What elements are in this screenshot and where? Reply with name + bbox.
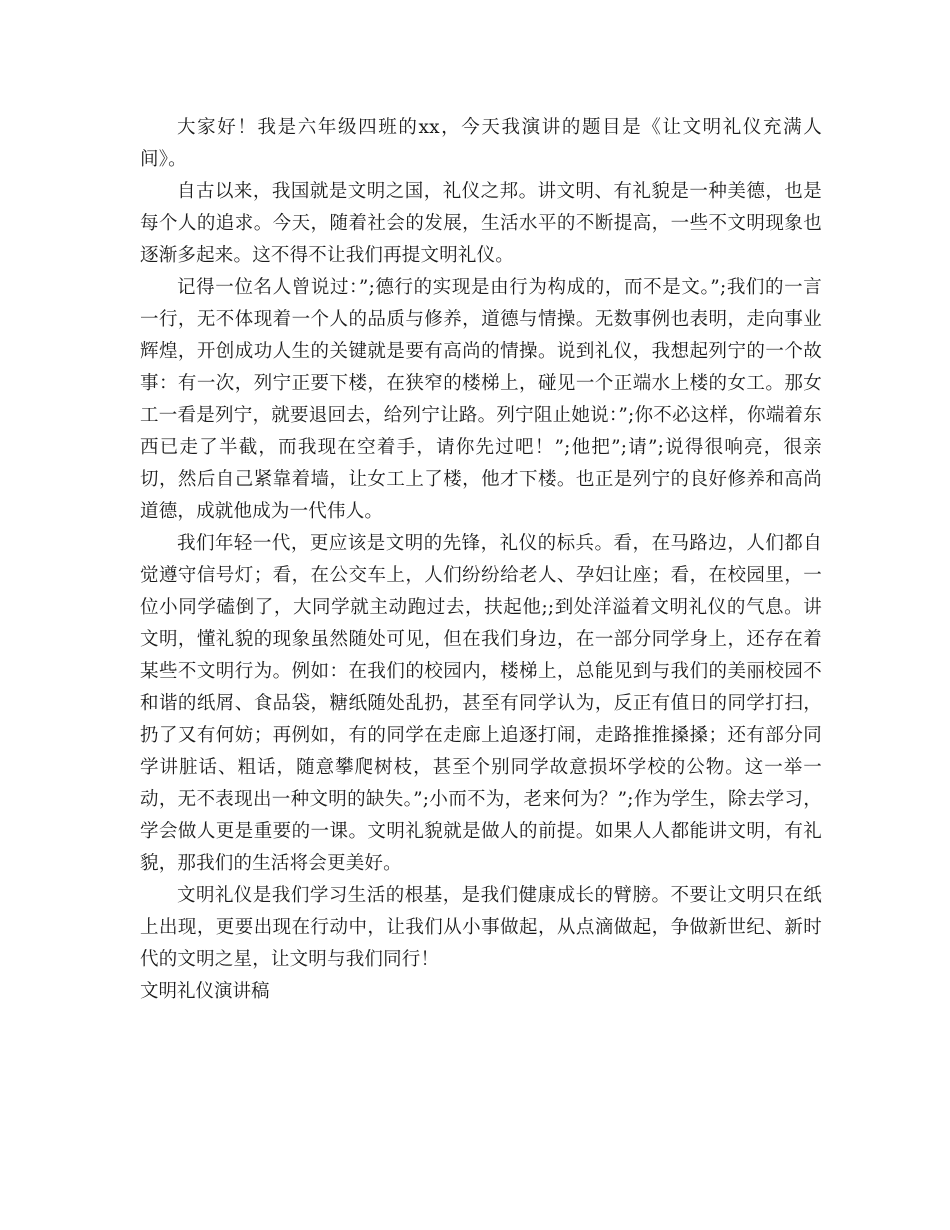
paragraph-greeting: 大家好！我是六年级四班的xx，今天我演讲的题目是《让文明礼仪充满人间》。 — [140, 117, 822, 170]
paragraph-young-generation: 我们年轻一代，更应该是文明的先锋，礼仪的标兵。看，在马路边，人们都自觉遵守信号灯；看，在公交车上，人们纷纷给老人、孕妇让座；看，在校园里，一位小同学磕倒了，大同学就主动跑过去，扶起他;;到处洋溢着文明礼仪的气息。讲文明，懂礼貌的现象虽然随处可见，但在我们身边，在一部分同学身上，还存在着某些不文明行为。例如：在我们的校园内，楼梯上，总能见到与我们的美丽校园不和谐的纸屑、食品袋，糖纸随处乱扔，甚至有同学认为，反正有值日的同学打扫，扔了又有何妨；再例如，有的同学在走廊上追逐打闹，走路推推搡搡；还有部分同学讲脏话、粗话，随意攀爬树枝，甚至个别同学故意损坏学校的公物。这一举一动，无不表现出一种文明的缺失。”;小而不为，老来何为？”;作为学生，除去学习，学会做人更是重要的一课。文明礼貌就是做人的前提。如果人人都能讲文明，有礼貌，那我们的生活将会更美好。 — [140, 533, 822, 874]
paragraph-introduction: 自古以来，我国就是文明之国，礼仪之邦。讲文明、有礼貌是一种美德，也是每个人的追求。今天，随着社会的发展，生活水平的不断提高，一些不文明现象也逐渐多起来。这不得不让我们再提文明礼仪。 — [140, 181, 822, 266]
document-page — [140, 112, 822, 1008]
document-footer-title: 文明礼仪演讲稿 — [140, 981, 270, 1002]
paragraph-lenin-story: 记得一位名人曾说过：”;德行的实现是由行为构成的，而不是文。”;我们的一言一行，无不体现着一个人的品质与修养，道德与情操。无数事例也表明，走向事业辉煌，开创成功人生的关键就是要有高尚的情操。说到礼仪，我想起列宁的一个故事：有一次，列宁正要下楼，在狭窄的楼梯上，碰见一个正端水上楼的女工。那女工一看是列宁，就要退回去，给列宁让路。列宁阻止她说：”;你不必这样，你端着东西已走了半截，而我现在空着手，请你先过吧！”;他把”;请”;说得很响亮，很亲切，然后自己紧靠着墙，让女工上了楼，他才下楼。也正是列宁的良好修养和高尚道德，成就他成为一代伟人。 — [140, 277, 822, 522]
paragraph-conclusion: 文明礼仪是我们学习生活的根基，是我们健康成长的臂膀。不要让文明只在纸上出现，更要出现在行动中，让我们从小事做起，从点滴做起，争做新世纪、新时代的文明之星，让文明与我们同行！ — [140, 885, 822, 970]
